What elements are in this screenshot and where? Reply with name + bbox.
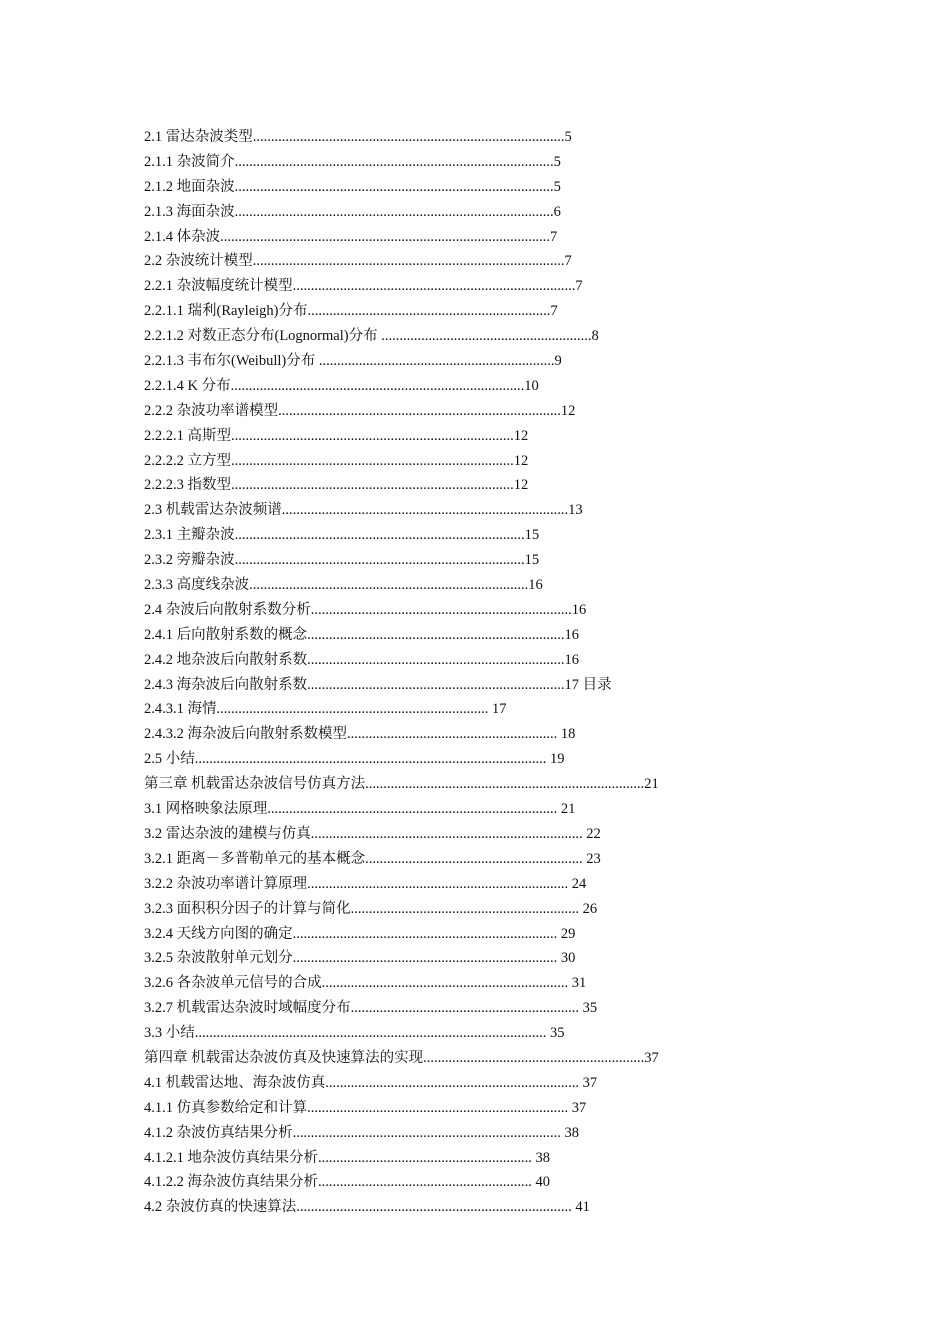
toc-page-number: 16	[564, 626, 579, 643]
toc-entry[interactable]	[144, 623, 659, 648]
toc-leader-dots: .......................................................................	[307, 676, 565, 693]
toc-leader-dots: ..............................................................................	[231, 452, 514, 469]
toc-leader-dots: .............................................................	[423, 1049, 645, 1066]
toc-page-number: 35	[579, 1000, 598, 1017]
toc-page-number: 40	[531, 1174, 550, 1191]
toc-leader-dots: ........................................................................	[307, 1099, 569, 1116]
toc-entry-title: 2.1 雷达杂波类型	[144, 129, 253, 145]
toc-entry-title: 3.2.3 面积积分因子的计算与简化	[144, 900, 351, 917]
toc-page-number: 37	[568, 1099, 587, 1116]
toc-page-number: 16	[528, 577, 543, 594]
toc-entry-title: 3.2.7 机载雷达杂波时域幅度分布	[144, 1000, 351, 1017]
toc-leader-dots: .............................................................................	[249, 577, 529, 594]
toc-entry-title: 4.1.2 杂波仿真结果分析	[144, 1124, 293, 1141]
toc-entry[interactable]	[144, 473, 659, 498]
toc-page-number: 5	[553, 178, 561, 195]
toc-page-number: 12	[513, 477, 529, 494]
toc-leader-dots: ................................................................................	[234, 552, 525, 569]
toc-entry-title: 3.2.6 各杂波单元信号的合成	[144, 975, 322, 992]
table-of-contents	[144, 125, 659, 1220]
toc-leader-dots: ........................................................................	[307, 875, 569, 892]
toc-page-number: 41	[571, 1199, 590, 1216]
toc-page-number: 29	[557, 925, 576, 942]
toc-page-number: 17 目录	[564, 676, 612, 693]
toc-page-number: 38	[560, 1124, 579, 1141]
toc-entry-title: 3.1 网格映象法原理	[144, 801, 268, 818]
toc-entry-title: 3.2.2 杂波功率谱计算原理	[144, 875, 308, 892]
toc-entry[interactable]	[144, 1195, 659, 1220]
toc-entry-title: 4.1.2.2 海杂波仿真结果分析	[144, 1174, 318, 1191]
toc-entry[interactable]	[144, 175, 659, 200]
toc-leader-dots: .................................................................	[318, 353, 555, 370]
toc-leader-dots: ...............................................................	[350, 1000, 579, 1017]
toc-entry-title: 3.2 雷达杂波的建模与仿真	[144, 825, 311, 842]
toc-entry-title: 3.2.4 天线方向图的确定	[144, 925, 293, 942]
toc-entry[interactable]	[144, 1021, 659, 1046]
toc-entry[interactable]	[144, 598, 659, 623]
toc-entry-title: 4.1.2.1 地杂波仿真结果分析	[144, 1149, 318, 1166]
toc-entry-title: 2.4.1 后向散射系数的概念	[144, 626, 308, 643]
toc-entry[interactable]	[144, 249, 659, 274]
toc-page-number: 5	[553, 153, 561, 170]
toc-page-number: 12	[513, 427, 529, 444]
toc-entry-title: 4.1.1 仿真参数给定和计算	[144, 1099, 308, 1116]
toc-entry-title: 3.2.1 距离－多普勒单元的基本概念	[144, 850, 366, 867]
toc-entry-title: 2.2.1.4 K 分布	[144, 377, 231, 394]
toc-leader-dots: .......................................................................	[307, 626, 565, 643]
toc-page-number: 37	[644, 1049, 659, 1066]
toc-leader-dots: .............................................................................	[365, 776, 645, 793]
toc-page-number: 13	[568, 502, 583, 519]
toc-leader-dots: .......................................................................	[307, 651, 565, 668]
toc-entry[interactable]	[144, 324, 659, 349]
toc-entry[interactable]	[144, 349, 659, 374]
toc-page-number: 7	[564, 253, 572, 270]
toc-entry[interactable]	[144, 498, 659, 523]
toc-entry[interactable]	[144, 722, 659, 747]
toc-entry[interactable]	[144, 1071, 659, 1096]
toc-entry-title: 2.2.2.1 高斯型	[144, 427, 231, 444]
toc-entry[interactable]	[144, 125, 659, 150]
toc-entry-title: 2.1.2 地面杂波	[144, 178, 235, 195]
toc-leader-dots: ....................................................................	[321, 975, 569, 992]
toc-entry-title: 2.1.4 体杂波	[144, 228, 221, 245]
toc-entry[interactable]	[144, 872, 659, 897]
toc-entry[interactable]	[144, 523, 659, 548]
toc-page-number: 16	[564, 651, 579, 668]
toc-page-number: 35	[546, 1025, 565, 1042]
toc-page-number: 24	[568, 875, 587, 892]
toc-entry[interactable]	[144, 399, 659, 424]
toc-entry[interactable]	[144, 822, 659, 847]
toc-page-number: 15	[524, 527, 540, 544]
toc-entry[interactable]	[144, 648, 659, 673]
toc-page-number: 38	[531, 1149, 550, 1166]
toc-leader-dots: ................................................................................	[267, 801, 558, 818]
toc-page-number: 21	[557, 801, 576, 818]
toc-page-number: 37	[579, 1074, 598, 1091]
toc-entry-title: 2.4.2 地杂波后向散射系数	[144, 651, 308, 668]
toc-entry-title: 2.2.1 杂波幅度统计模型	[144, 278, 293, 295]
toc-entry-title: 2.1.1 杂波简介	[144, 153, 235, 170]
toc-page-number: 16	[571, 601, 587, 618]
toc-leader-dots: ................................................................................	[234, 527, 525, 544]
toc-entry[interactable]	[144, 150, 659, 175]
toc-leader-dots: .........................................................................	[292, 950, 558, 967]
toc-entry-title: 2.2.1.3 韦布尔(Weibull)分布	[144, 353, 319, 370]
toc-entry-title: 2.3.2 旁瓣杂波	[144, 552, 235, 569]
toc-entry-title: 4.2 杂波仿真的快速算法	[144, 1199, 297, 1216]
toc-leader-dots: .................................................................................................	[194, 751, 547, 768]
toc-leader-dots: ...........................................................................	[310, 825, 583, 842]
toc-entry[interactable]	[144, 548, 659, 573]
toc-entry[interactable]	[144, 922, 659, 947]
toc-leader-dots: ............................................................	[365, 850, 583, 867]
toc-leader-dots: ..........................................................................	[292, 1124, 561, 1141]
toc-entry[interactable]	[144, 697, 659, 722]
toc-entry[interactable]	[144, 1121, 659, 1146]
toc-entry-title: 2.4 杂波后向散射系数分析	[144, 601, 311, 618]
toc-entry-title: 2.2.1.1 瑞利(Rayleigh)分布	[144, 303, 308, 320]
toc-leader-dots: ...............................................................	[350, 900, 579, 917]
toc-entry-title: 3.3 小结	[144, 1025, 195, 1042]
toc-leader-dots: ........................................................................................	[234, 178, 554, 195]
toc-leader-dots: ........................................................................	[310, 601, 572, 618]
toc-page-number: 8	[591, 328, 599, 345]
toc-entry[interactable]	[144, 797, 659, 822]
toc-entry-title: 2.3.3 高度线杂波	[144, 577, 250, 594]
toc-leader-dots: .................................................................................	[230, 377, 525, 394]
toc-entry[interactable]	[144, 1096, 659, 1121]
toc-leader-dots: ........................................................................................	[234, 153, 554, 170]
toc-leader-dots: ........................................................................................	[234, 203, 554, 220]
toc-entry[interactable]	[144, 573, 659, 598]
toc-entry-title: 2.4.3.2 海杂波后向散射系数模型	[144, 726, 347, 743]
toc-page-number: 30	[557, 950, 576, 967]
toc-page-number: 18	[557, 726, 576, 743]
toc-page-number: 23	[582, 850, 601, 867]
toc-page-number: 7	[550, 228, 558, 245]
toc-entry[interactable]	[144, 946, 659, 971]
toc-page-number: 9	[554, 353, 562, 370]
toc-leader-dots: ...............................................................................	[281, 502, 569, 519]
toc-page-number: 26	[579, 900, 598, 917]
toc-entry-title: 2.2.1.2 对数正态分布(Lognormal)分布	[144, 328, 382, 345]
toc-page-number: 19	[546, 751, 565, 768]
toc-entry-title: 2.2.2 杂波功率谱模型	[144, 402, 279, 419]
toc-leader-dots: ..............................................................................	[292, 278, 576, 295]
toc-leader-dots: ...................................................................	[307, 303, 551, 320]
toc-leader-dots: ......................................................................................	[252, 253, 565, 270]
toc-entry-title: 2.3 机载雷达杂波频谱	[144, 502, 282, 519]
toc-entry-title: 2.5 小结	[144, 751, 195, 768]
toc-leader-dots: ...........................................................	[318, 1174, 532, 1191]
toc-page-number: 7	[575, 278, 583, 295]
toc-entry[interactable]	[144, 225, 659, 250]
toc-entry-title: 2.4.3.1 海情	[144, 701, 217, 718]
toc-leader-dots: ...........................................................	[318, 1149, 532, 1166]
toc-page-number: 12	[513, 452, 529, 469]
toc-entry-title: 4.1 机载雷达地、海杂波仿真	[144, 1074, 326, 1091]
toc-leader-dots: ...........................................................................................	[220, 228, 550, 245]
toc-entry[interactable]	[144, 274, 659, 299]
toc-entry[interactable]	[144, 200, 659, 225]
toc-entry[interactable]	[144, 1170, 659, 1195]
toc-entry-title: 2.1.3 海面杂波	[144, 203, 235, 220]
toc-leader-dots: ...........................................................................	[216, 701, 489, 718]
toc-page-number: 7	[550, 303, 558, 320]
toc-entry-title: 2.3.1 主瓣杂波	[144, 527, 235, 544]
toc-page-number: 5	[564, 129, 572, 145]
toc-page-number: 22	[582, 825, 601, 842]
toc-entry-title: 2.2.2.2 立方型	[144, 452, 231, 469]
toc-entry-title: 第三章 机载雷达杂波信号仿真方法	[144, 776, 366, 793]
toc-entry-title: 3.2.5 杂波散射单元划分	[144, 950, 293, 967]
toc-leader-dots: .........................................................................	[292, 925, 558, 942]
toc-entry-title: 2.2 杂波统计模型	[144, 253, 253, 270]
toc-leader-dots: ......................................................................................	[252, 129, 565, 145]
toc-entry[interactable]	[144, 1146, 659, 1171]
toc-leader-dots: ..............................................................................	[231, 477, 514, 494]
toc-entry[interactable]	[144, 1046, 659, 1071]
toc-leader-dots: ..............................................................................	[231, 427, 514, 444]
toc-entry-title: 第四章 机载雷达杂波仿真及快速算法的实现	[144, 1049, 424, 1066]
toc-entry[interactable]	[144, 747, 659, 772]
toc-page-number: 31	[568, 975, 587, 992]
toc-entry[interactable]	[144, 299, 659, 324]
toc-leader-dots: ..........................................................	[381, 328, 592, 345]
toc-entry[interactable]	[144, 996, 659, 1021]
toc-entry[interactable]	[144, 374, 659, 399]
toc-leader-dots: ..............................................................................	[278, 402, 561, 419]
toc-entry-title: 2.2.2.3 指数型	[144, 477, 231, 494]
toc-entry[interactable]	[144, 847, 659, 872]
toc-leader-dots: ............................................................................	[296, 1199, 572, 1216]
toc-entry-title: 2.4.3 海杂波后向散射系数	[144, 676, 308, 693]
toc-entry[interactable]	[144, 897, 659, 922]
toc-leader-dots: ..........................................................	[347, 726, 558, 743]
toc-page-number: 12	[560, 402, 576, 419]
toc-leader-dots: .................................................................................................	[194, 1025, 547, 1042]
toc-page-number: 10	[524, 377, 539, 394]
toc-entry[interactable]	[144, 424, 659, 449]
toc-page-number: 15	[524, 552, 540, 569]
toc-entry[interactable]	[144, 772, 659, 797]
toc-page-number: 21	[644, 776, 659, 793]
toc-page-number: 6	[553, 203, 561, 220]
toc-page-number: 17	[488, 701, 507, 718]
toc-entry[interactable]	[144, 673, 659, 698]
toc-leader-dots: ......................................................................	[325, 1074, 579, 1091]
toc-entry[interactable]	[144, 971, 659, 996]
toc-entry[interactable]	[144, 449, 659, 474]
